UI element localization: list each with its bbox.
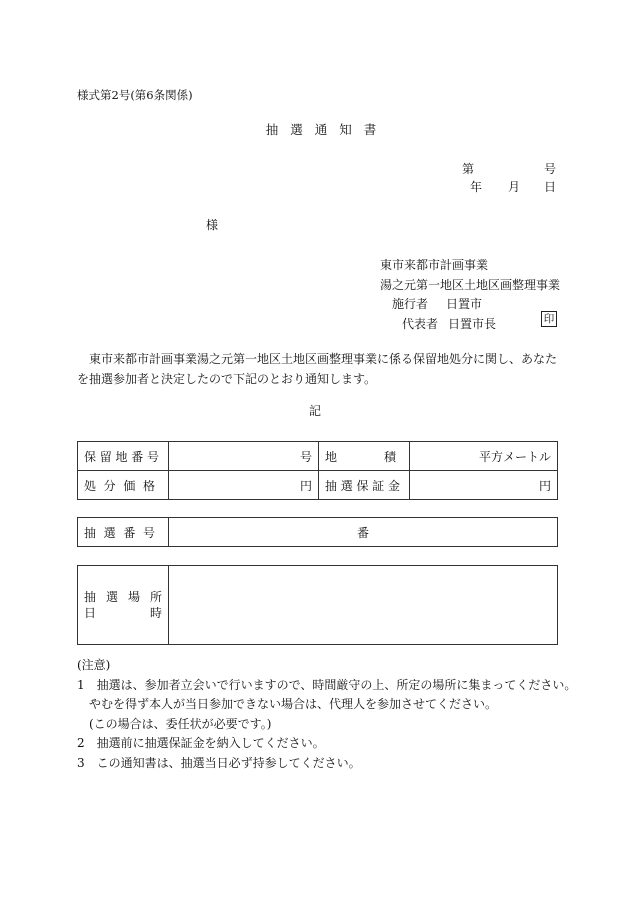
place-time-cell [169,566,558,645]
price-label: 処分価格 [78,471,169,500]
document-number-prefix: 第 [462,162,475,176]
notes-heading: (注意) [77,658,111,672]
issuer-block [380,256,560,334]
area-cell [410,442,558,471]
lot-info-table [77,441,558,500]
notes-section [77,656,576,773]
lottery-number-unit: 番 [356,525,369,540]
note-item: (この場合は、委任状が必要です。) [77,716,272,731]
time-label: 日時 [84,606,162,620]
deposit-cell [410,471,558,500]
deposit-label: 抽選保証金 [319,471,410,500]
date-year: 年 [470,180,483,194]
note-item: 3 この通知書は、抽選当日必ず持参してください。 [77,755,361,770]
area-label: 地積 [319,442,410,471]
seal-mark: 印 [541,311,557,327]
ki-heading: 記 [308,404,321,418]
place-label: 抽選場所 [84,590,162,604]
executor-label: 施行者 [392,297,429,311]
issuer-executor [380,295,560,315]
executor-name: 日置市 [446,297,483,311]
lottery-number-table [77,517,558,547]
lottery-number-label: 抽選番号 [78,518,169,547]
document-title: 抽選通知書 [265,122,389,137]
lot-number-cell [169,442,319,471]
issuer-line2: 湯之元第一地区土地区画整理事業 [380,277,561,292]
table-row [78,471,558,500]
issuer-line1: 東市来都市計画事業 [380,258,489,272]
lottery-place-time-table [77,565,558,645]
note-item: 2 抽選前に抽選保証金を納入してください。 [77,736,325,750]
table-row [78,442,558,471]
document-number-suffix: 号 [543,162,556,176]
representative-name: 日置市長 [448,316,497,331]
place-time-label [78,566,169,645]
table-row [78,566,558,645]
deposit-unit: 円 [538,478,551,493]
area-unit: 平方メートル [478,449,551,464]
lot-number-unit: 号 [299,449,312,464]
price-unit: 円 [299,478,312,493]
issuer-representative [380,315,560,335]
date-month: 月 [508,180,521,194]
price-cell [169,471,319,500]
table-row [78,518,558,547]
lot-number-label: 保留地番号 [78,442,169,471]
note-item: 1 抽選は、参加者立会いで行いますので、時間厳守の上、所定の場所に集まってください。 [77,677,577,692]
lottery-number-cell [169,518,558,547]
notice-body: 東市来都市計画事業湯之元第一地区土地区画整理事業に係る保留地処分に関し、あなたを抽選参加者と決定したので下記のとおり通知します。 [77,352,558,386]
addressee-suffix: 様 [206,218,219,232]
form-number: 様式第2号(第6条関係) [77,88,193,102]
date-day: 日 [543,180,556,194]
note-item: やむを得ず本人が当日参加できない場合は、代理人を参加させてください。 [77,697,498,711]
representative-label: 代表者 [402,316,439,331]
